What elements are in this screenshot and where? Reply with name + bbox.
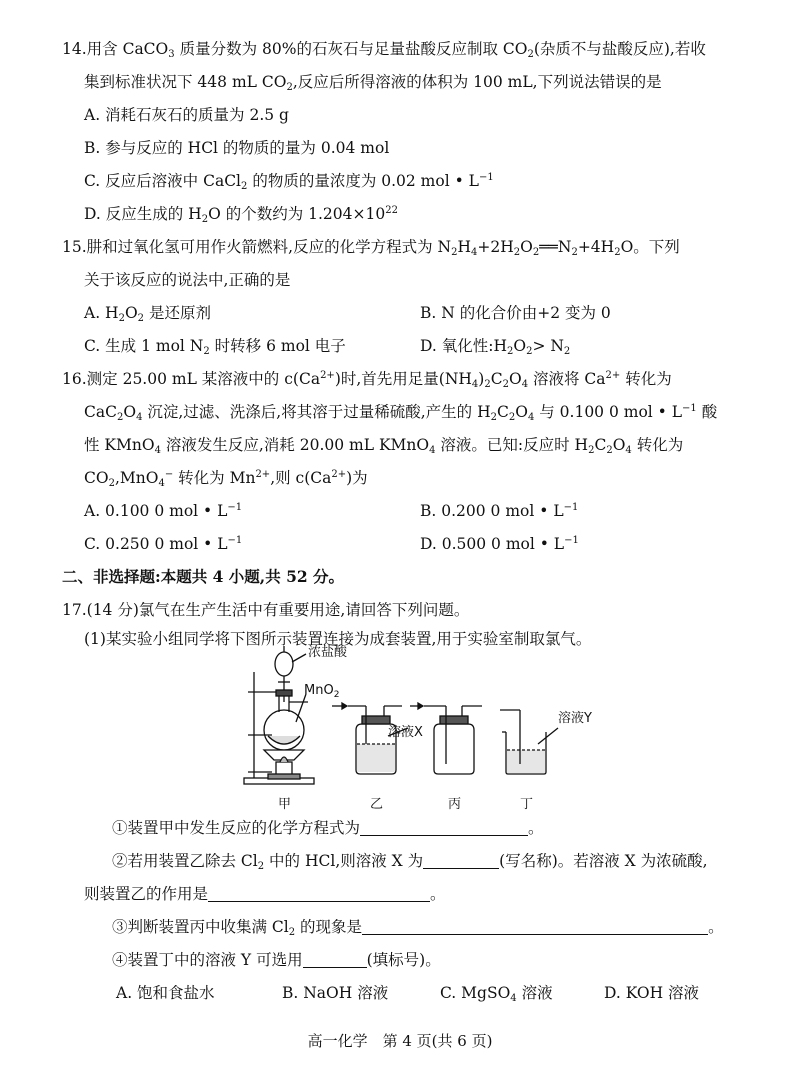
apparatus-diagram xyxy=(238,632,618,818)
q17-option-a: A. 饱和食盐水 xyxy=(116,984,215,1002)
q17-header: 17.(14 分)氯气在生产生活中有重要用途,请回答下列问题。 xyxy=(62,601,470,619)
section-heading: 二、非选择题:本题共 4 小题,共 52 分。 xyxy=(62,567,345,586)
q16-line4: $CO_2,MnO_4^-$ 转化为 $Mn^{2+}$,则 $c(Ca^{2+})$为 xyxy=(84,469,368,489)
q17-sub4: ④装置丁中的溶液 Y 可选用 (填标号)。 xyxy=(112,951,441,969)
q16-line2: $CaC_2O_4$ 沉淀,过滤、洗涤后,将其溶于过量稀硫酸,产生的 $H_2C_2O_4$ 与 0.100 0 mol • $L^{-1}$ 酸 xyxy=(84,403,718,423)
q17-part1-text: (1)某实验小组同学将下图所示装置连接为成套装置,用于实验室制取氯气。 xyxy=(84,630,592,648)
q17-sub1: ①装置甲中发生反应的化学方程式为 。 xyxy=(112,819,544,837)
q14-line2: 集到标准状况下 448 mL $CO_2$,反应后所得溶液的体积为 100 mL,下列说法错误的是 xyxy=(84,73,662,93)
q17-option-d: D. KOH 溶液 xyxy=(604,984,700,1002)
q15-line2: 关于该反应的说法中,正确的是 xyxy=(84,271,291,289)
q14-option-d: D. 反应生成的 $H_2O$ 的个数约为 $1.204\times 10^{22}$ xyxy=(84,205,398,225)
q16-line3: 性 KMnO$_4$ 溶液发生反应,消耗 20.00 mL KMnO$_4$ 溶液。已知:反应时 $H_2C_2O_4$ 转化为 xyxy=(84,436,684,456)
q17-sub3: ③判断装置丙中收集满 $Cl_2$ 的现象是 。 xyxy=(112,918,724,938)
answer-blank-4[interactable] xyxy=(362,918,708,935)
apparatus-jia xyxy=(244,646,314,784)
q15-line1: 15.肼和过氧化氢可用作火箭燃料,反应的化学方程式为 $N_2H_4+2H_2O_2══N_2+4H_2O$。下列 xyxy=(62,238,680,258)
q15-option-b: B. N 的化合价由+2 变为 0 xyxy=(420,304,611,322)
apparatus-bing xyxy=(424,706,482,774)
q15-option-a: A. $H_2O_2$ 是还原剂 xyxy=(84,304,211,324)
q15-option-c: C. 生成 1 mol $N_2$ 时转移 6 mol 电子 xyxy=(84,337,346,357)
label-solution-x: 溶液X xyxy=(388,725,423,740)
label-jia: 甲 xyxy=(278,797,292,812)
page-footer: 高一化学 第 4 页(共 6 页) xyxy=(307,1032,493,1050)
q16-option-b: B. 0.200 0 mol • $L^{-1}$ xyxy=(420,502,579,520)
q16-line1: 16.测定 25.00 mL 某溶液中的 $c(Ca^{2+})$时,首先用足量$(NH_4)_2C_2O_4$ 溶液将 $Ca^{2+}$ 转化为 xyxy=(62,370,672,390)
q17-option-c: C. MgSO$_4$ 溶液 xyxy=(440,984,553,1004)
q14-line1: 14.用含 CaCO$_3$ 质量分数为 80%的石灰石与足量盐酸反应制取 $CO_2$(杂质不与盐酸反应),若收 xyxy=(62,40,706,60)
answer-blank-5[interactable] xyxy=(303,951,367,968)
q14-option-a: A. 消耗石灰石的质量为 2.5 g xyxy=(84,106,289,124)
answer-blank-1[interactable] xyxy=(360,819,528,836)
q16-option-a: A. 0.100 0 mol • $L^{-1}$ xyxy=(84,502,243,520)
label-conc-hcl: 浓盐酸 xyxy=(308,645,348,660)
q17-sub2: ②若用装置乙除去 $Cl_2$ 中的 HCl,则溶液 X 为 (写名称)。若溶液 X 为浓硫酸, xyxy=(112,852,708,872)
apparatus-ding xyxy=(500,710,558,774)
q14-option-b: B. 参与反应的 HCl 的物质的量为 0.04 mol xyxy=(84,139,390,157)
q14-option-c: C. 反应后溶液中 CaCl$_2$ 的物质的量浓度为 0.02 mol • $L^{-1}$ xyxy=(84,172,494,192)
label-ding: 丁 xyxy=(520,797,534,812)
label-bing: 丙 xyxy=(448,797,462,812)
label-mno2: MnO$_2$ xyxy=(304,683,340,700)
answer-blank-2[interactable] xyxy=(423,852,499,869)
apparatus-yi xyxy=(348,706,408,774)
label-yi: 乙 xyxy=(370,797,384,812)
q17-option-b: B. NaOH 溶液 xyxy=(282,984,389,1002)
answer-blank-3[interactable] xyxy=(208,885,430,902)
q16-option-c: C. 0.250 0 mol • $L^{-1}$ xyxy=(84,535,243,553)
q15-option-d: D. 氧化性$:H_2O_2> N_2$ xyxy=(420,337,571,357)
label-solution-y: 溶液Y xyxy=(558,711,592,726)
q16-option-d: D. 0.500 0 mol • $L^{-1}$ xyxy=(420,535,579,553)
q17-sub2-cont: 则装置乙的作用是 。 xyxy=(84,885,446,903)
